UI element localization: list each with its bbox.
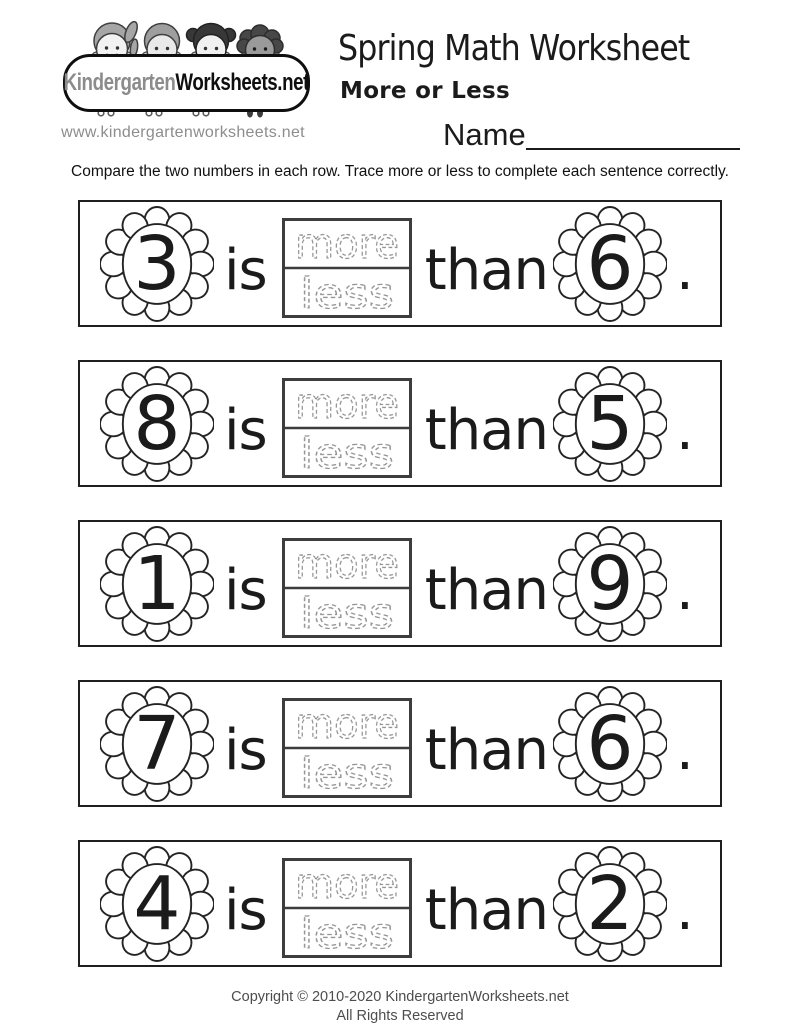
instructions-text: Compare the two numbers in each row. Trace more or less to complete each sentence correctly.: [71, 163, 729, 180]
trace-more-less-box: [282, 218, 412, 318]
footer-copyright: Copyright © 2010-2020 KindergartenWorksheets.net: [231, 989, 569, 1005]
trace-word-less: less: [299, 748, 394, 798]
word-is: is: [224, 557, 267, 623]
sentence-period: .: [676, 557, 693, 623]
trace-more-less-box: [282, 378, 412, 478]
left-number: 3: [133, 220, 181, 307]
flower-icon: [100, 364, 214, 484]
sentence-period: .: [676, 877, 693, 943]
right-number: 9: [586, 540, 634, 627]
word-than: than: [424, 717, 548, 783]
trace-word-more: more: [294, 858, 399, 908]
left-number: 8: [133, 380, 181, 467]
trace-more-less-box: [282, 538, 412, 638]
trace-word-less: less: [299, 588, 394, 638]
flower-icon: [553, 524, 667, 644]
word-is: is: [224, 717, 267, 783]
word-than: than: [424, 877, 548, 943]
flower-icon: [100, 524, 214, 644]
footer: [0, 988, 800, 1026]
trace-word-less: less: [299, 908, 394, 958]
flower-icon: [553, 204, 667, 324]
logo-url: www.kindergartenworksheets.net: [61, 124, 305, 141]
logo-brand-gray: Kindergarten: [63, 69, 176, 96]
name-label: Name: [443, 117, 526, 152]
flower-icon: [553, 364, 667, 484]
worksheet-row-3: [78, 520, 722, 647]
page-title: Spring Math Worksheet: [338, 28, 690, 69]
sentence-period: .: [676, 237, 693, 303]
right-number: 6: [586, 700, 634, 787]
worksheet-rows: [78, 200, 722, 1000]
worksheet-row-4: [78, 680, 722, 807]
flower-icon: [100, 684, 214, 804]
word-is: is: [224, 877, 267, 943]
word-is: is: [224, 397, 267, 463]
right-number: 6: [586, 220, 634, 307]
trace-word-more: more: [294, 218, 399, 268]
logo-banner: [63, 54, 310, 112]
sentence-period: .: [676, 397, 693, 463]
left-number: 4: [133, 860, 181, 947]
trace-word-more: more: [294, 698, 399, 748]
trace-word-more: more: [294, 538, 399, 588]
worksheet-row-1: [78, 200, 722, 327]
word-than: than: [424, 237, 548, 303]
logo-brand-text: [64, 69, 309, 97]
flower-icon: [553, 844, 667, 964]
trace-word-more: more: [294, 378, 399, 428]
worksheet-row-2: [78, 360, 722, 487]
sentence-period: .: [676, 717, 693, 783]
name-blank-line: [526, 118, 740, 150]
word-than: than: [424, 397, 548, 463]
trace-word-less: less: [299, 268, 394, 318]
flower-icon: [553, 684, 667, 804]
worksheet-row-5: [78, 840, 722, 967]
page-subtitle: More or Less: [340, 78, 511, 104]
left-number: 1: [133, 540, 181, 627]
right-number: 5: [586, 380, 634, 467]
word-than: than: [424, 557, 548, 623]
flower-icon: [100, 844, 214, 964]
right-number: 2: [586, 860, 634, 947]
flower-icon: [100, 204, 214, 324]
trace-word-less: less: [299, 428, 394, 478]
name-row: [443, 118, 740, 150]
trace-more-less-box: [282, 858, 412, 958]
logo-brand-dark: Worksheets.net: [175, 69, 310, 96]
footer-rights: All Rights Reserved: [336, 1007, 464, 1024]
left-number: 7: [133, 700, 181, 787]
trace-more-less-box: [282, 698, 412, 798]
word-is: is: [224, 237, 267, 303]
